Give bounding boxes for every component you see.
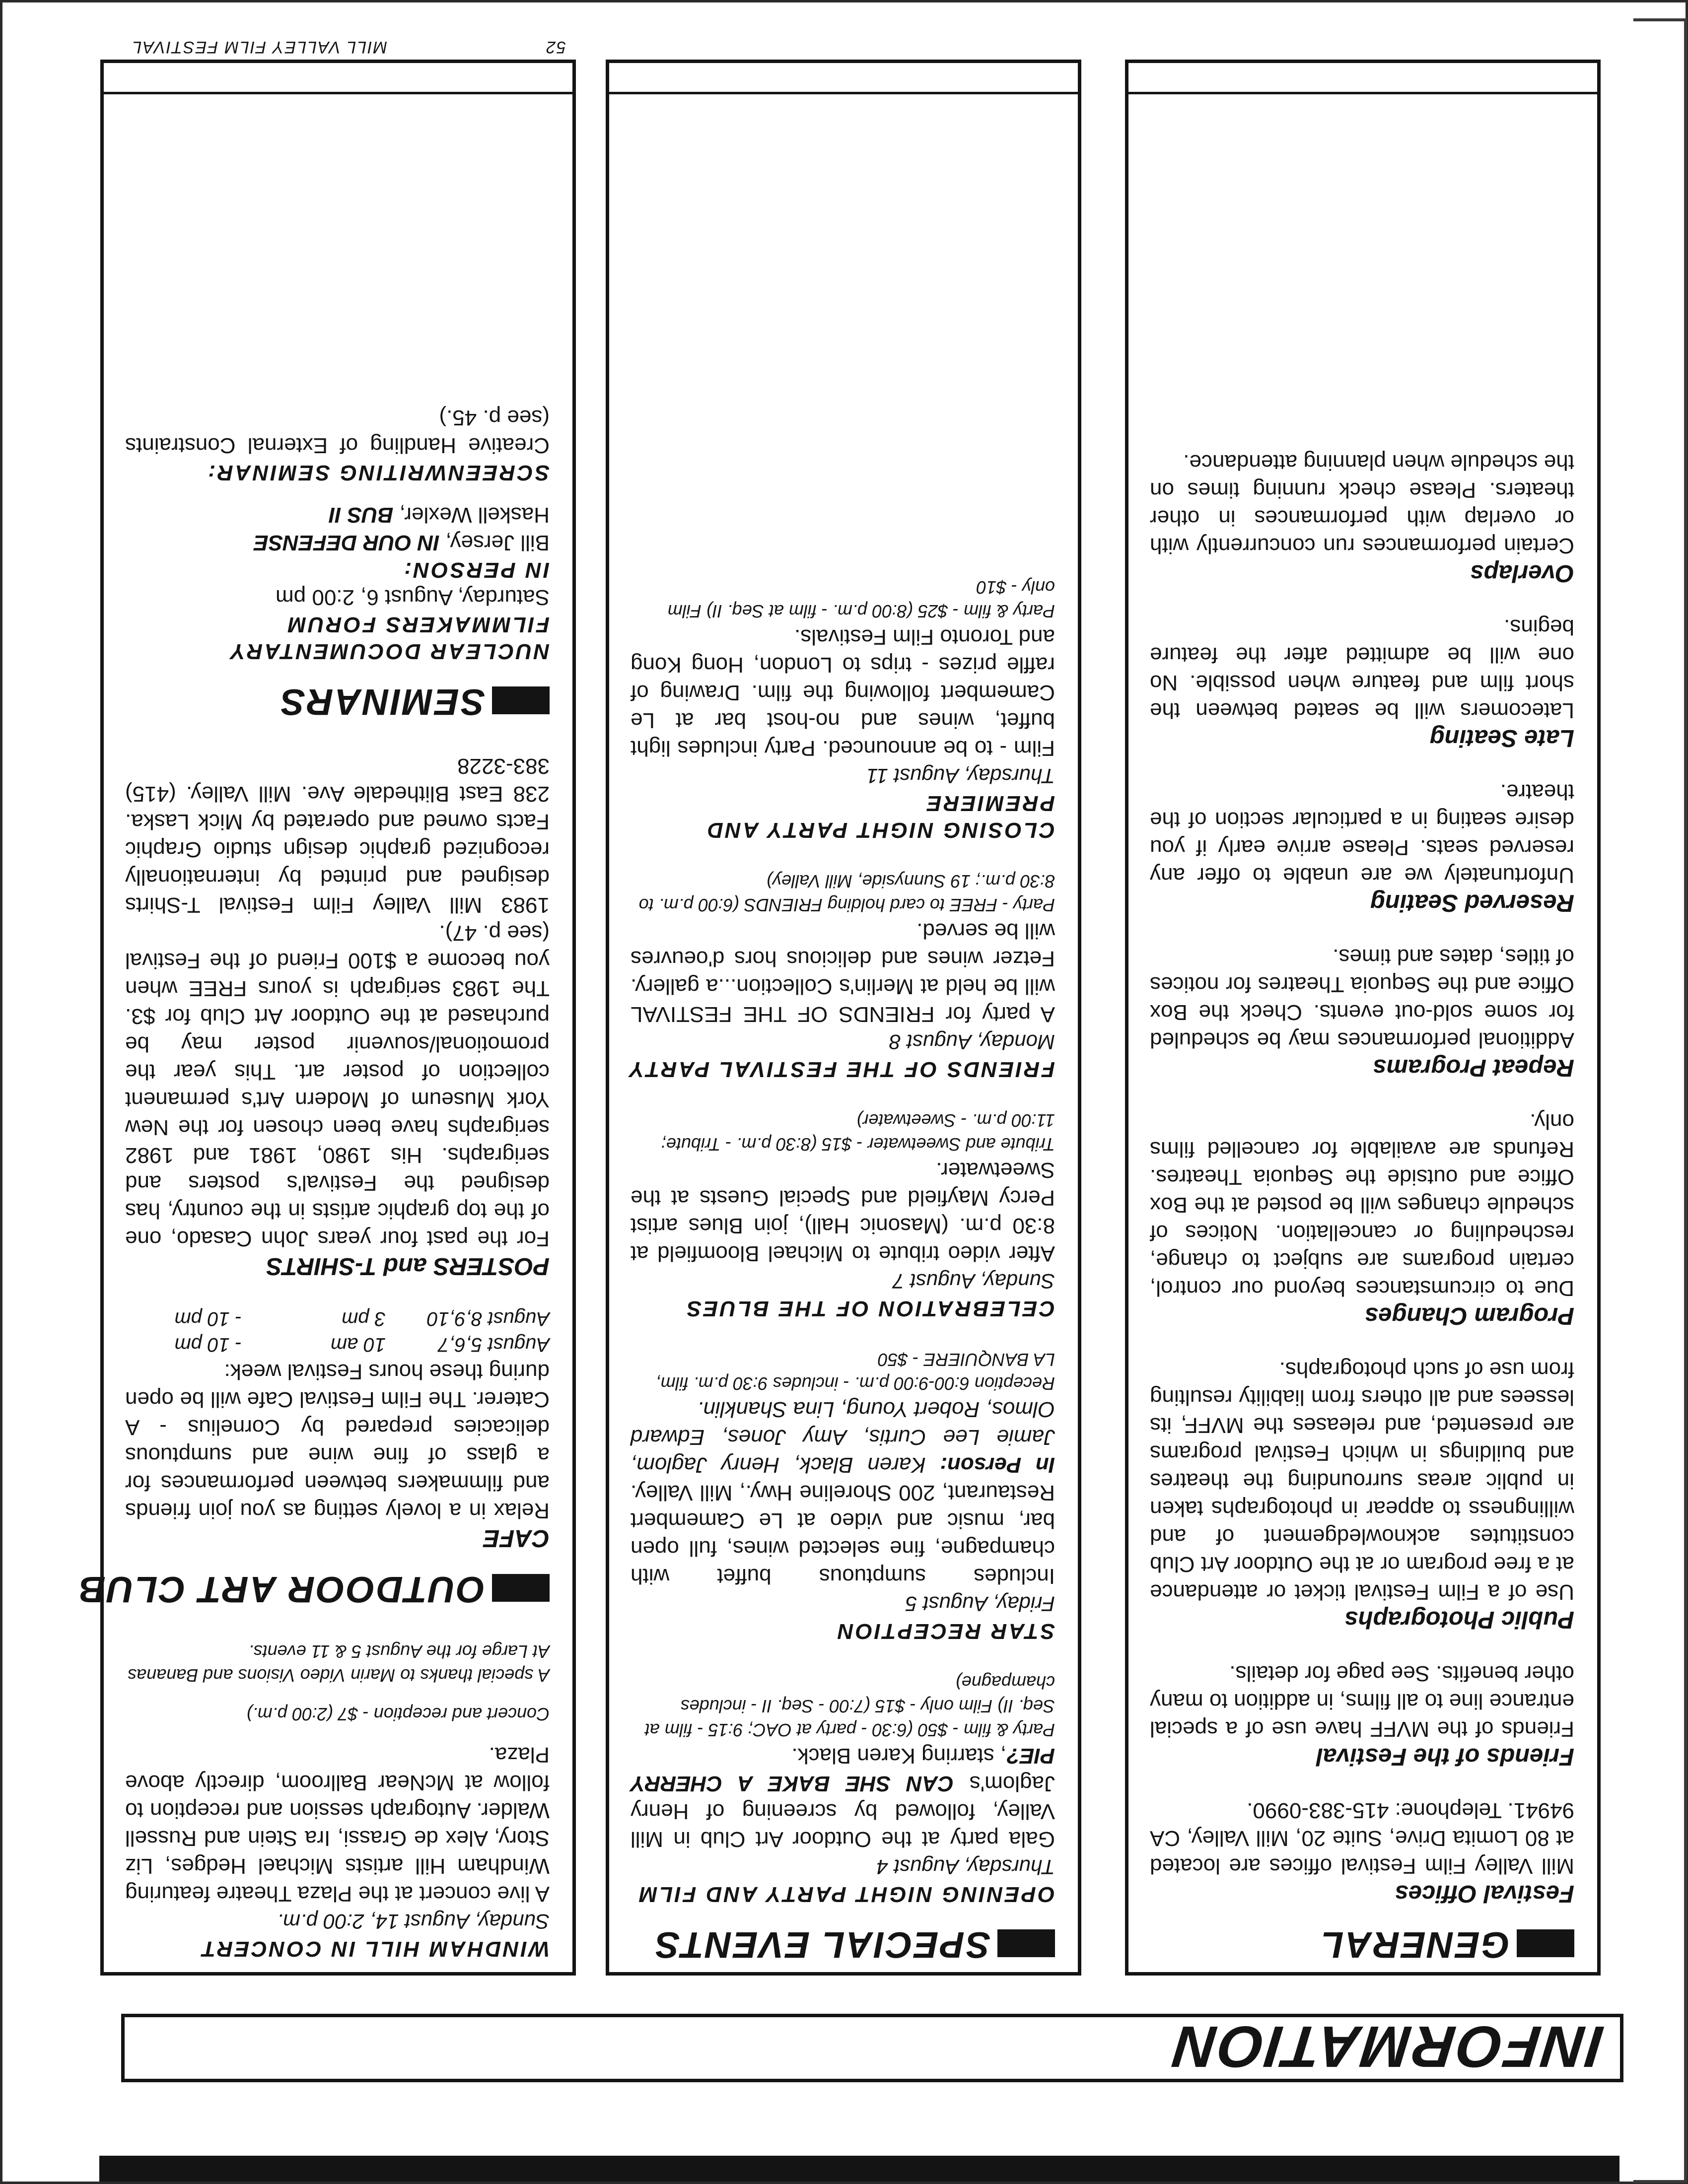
section-marker-block: [492, 686, 550, 714]
in-person-label: In Person:: [940, 1453, 1055, 1477]
guest-film: IN OUR DEFENSE: [254, 531, 440, 555]
column-rule: [1125, 92, 1601, 94]
program-changes-heading: Program Changes: [1364, 1302, 1574, 1329]
opening-night-date: Thursday, August 4: [876, 1855, 1055, 1879]
closing-night-prices: Party & film - $25 (8:00 p.m. - film at Seq. II) Film only - $10: [667, 577, 1055, 621]
forum-heading: NUCLEAR DOCUMENTARY FILMMAKERS FORUM: [229, 613, 550, 664]
blues-prices: Tribute and Sweetwater - $15 (8:30 p.m. - Tribute; 11:00 p.m. - Sweetwater): [661, 1110, 1055, 1155]
special-events-column: [606, 60, 1081, 1976]
footer-page-number: 52: [545, 38, 566, 57]
friends-party-heading: FRIENDS OF THE FESTIVAL PARTY: [628, 1057, 1055, 1082]
column-rule: [606, 92, 1081, 94]
reserved-seating-text: Unfortunately we are unable to offer any reserved seats. Please arrive early if you desire seating in a particular section of the theatre.: [1150, 780, 1574, 887]
outdoor-art-club-header: [77, 1552, 550, 1610]
cafe-close: - 10 pm: [174, 1334, 242, 1356]
opening-text-part: , starring Karen Black.: [791, 1744, 1007, 1768]
forum-in-person-label: IN PERSON:: [402, 558, 550, 582]
friends-party-text: A party for FRIENDS OF THE FESTIVAL will be held at Merlin's Collection...a gallery. Fetzer wines and delicious hors d'oeuvres will be served.: [631, 919, 1055, 1026]
opening-text-part: Gala party at the Outdoor Art Club in Mill Valley, followed by screening of Henry Jaglom's: [631, 1772, 1055, 1851]
festival-offices-text: Mill Valley Film Festival offices are located at 80 Lomita Drive, Suite 20, Mill Valley, CA 94941. Telephone: 415-383-0990.: [1150, 1798, 1574, 1878]
column-rule: [100, 92, 576, 94]
late-seating-heading: Late Seating: [1429, 725, 1574, 751]
windham-hill-prices: Concert and reception - $7 (2:00 p.m.): [246, 1704, 550, 1724]
festival-offices-heading: Festival Offices: [1395, 1880, 1574, 1907]
cafe-hours-row: [133, 1332, 550, 1358]
section-marker-block: [997, 1929, 1055, 1957]
cafe-days: August 8,9,10: [427, 1308, 550, 1330]
forum-guest-2: [125, 501, 550, 529]
forum-guest-1: [125, 529, 550, 556]
public-photographs-text: Use of a Film Festival ticket or attendance at a free program or at the Outdoor Art Club constitutes acknowledgement of and willingness to appear in photographs taken in public areas surrounding the theatres and buildings in which Festival programs are presented, and releases the MVFF, its lessees and all others from liability resulting from use of such photographs.: [1150, 1358, 1574, 1604]
friends-party-note: Party - FREE to card holding FRIENDS (6:00 p.m. to 8:30 p.m.; 19 Sunnyside, Mill Valley): [638, 871, 1055, 915]
windham-hill-text: A live concert at the Plaza Theatre featuring Windham Hill artists Michael Hedges, Liz Story, Alex de Grassi, Ira Stein and Russell Walder. Autograph session and reception to follow at McNear Ballroom, directly above Plaza.: [125, 1743, 550, 1906]
general-title: GENERAL: [1320, 1924, 1510, 1966]
section-marker-block: [1517, 1929, 1574, 1957]
friends-heading: Friends of the Festival: [1316, 1743, 1574, 1770]
posters-text: For the past four years John Casado, one of the top graphic artists in the country, has designed the Festival's posters and serigraphs. His 1980, 1981 and 1982 serigraphs have been chosen for the New York Museum of Modern Art's permanent collection of poster art. This year the promotional/souvenir poster may be purchased at the Outdoor Art Club for $3. The 1983 serigraph is yours FREE when you become a $100 Friend of the Festival (see p. 47).: [125, 921, 550, 1251]
cafe-days: August 5,6,7: [438, 1334, 550, 1356]
section-marker-block: [492, 1574, 550, 1602]
closing-night-text: Film - to be announced. Party includes light buffet, wines and no-host bar at Le Camembert following the film. Drawing of raffle prizes - trips to London, Hong Kong and Toronto Film Festivals.: [631, 625, 1055, 760]
closing-night-date: Thursday, August 11: [866, 764, 1055, 788]
friends-text: Friends of the MVFF have use of a special entrance line to all films, in addition to many other benefits. See page for details.: [1150, 1661, 1574, 1741]
star-reception-prices: Reception 6:00-9:00 p.m. - includes 9:30 p.m. film, LA BANQUIERE - $50: [655, 1350, 1055, 1394]
friends-party-date: Monday, August 8: [889, 1030, 1055, 1054]
outdoor-art-club-title: OUTDOOR ART CLUB: [77, 1569, 485, 1610]
overlaps-text: Certain performances run concurrently with or overlap with performances in other theaters. Please check running times on the schedule when planning attendance.: [1150, 450, 1574, 558]
windham-hill-heading: WINDHAM HILL IN CONCERT: [200, 1937, 550, 1961]
guest-name: Bill Jersey,: [439, 531, 550, 555]
page-title: INFORMATION: [1169, 2014, 1607, 2079]
opening-film-title: CAN SHE BAKE A CHERRY PIE?: [631, 1744, 1055, 1796]
public-photographs-heading: Public Photographs: [1344, 1606, 1574, 1633]
general-header: [1128, 1908, 1574, 1966]
opening-night-heading: OPENING NIGHT PARTY AND FILM: [637, 1882, 1055, 1907]
footer-publication: MILL VALLEY FILM FESTIVAL: [131, 38, 387, 57]
cafe-hours-table: [133, 1306, 550, 1358]
special-thanks-note: A special thanks to Marin Video Visions and Bananas At Large for the August 5 & 11 events.: [128, 1641, 550, 1686]
cafe-close: - 10 pm: [174, 1308, 242, 1330]
program-changes-text: Due to circumstances beyond our control, certain programs are subject to change, rescheduling or cancellation. Notices of schedule changes will be posted at the Box Office and outside the Sequoia Theatres. Refunds are available for cancelled films only.: [1150, 1109, 1574, 1300]
star-reception-text: [631, 1395, 1055, 1590]
special-events-header: [609, 1908, 1055, 1966]
tshirt-text: 1983 Mill Valley Film Festival T-Shirts designed and printed by internationally recognized graphic design studio Graphic Facts owned and operated by Mick Laska. 238 East Blithedale Ave. Mill Valley. (415) 383-3228: [125, 754, 550, 917]
blues-date: Sunday, August 7: [893, 1270, 1055, 1293]
screenwriting-text: Creative Handling of External Constraints (see p. 45.): [125, 406, 550, 458]
star-reception-heading: STAR RECEPTION: [836, 1619, 1055, 1643]
posters-heading: POSTERS and T-SHIRTS: [266, 1253, 550, 1280]
seminars-header: [104, 665, 550, 723]
closing-night-heading: CLOSING NIGHT PARTY AND PREMIERE: [705, 791, 1055, 842]
forum-date: Saturday, August 6, 2:00 pm: [276, 585, 550, 610]
cafe-hours-row: [133, 1306, 550, 1332]
screenwriting-heading: SCREENWRITING SEMINAR:: [206, 461, 550, 485]
reserved-seating-heading: Reserved Seating: [1370, 889, 1574, 916]
top-black-rule: [99, 2156, 1619, 2184]
windham-hill-date: Sunday, August 14, 2:00 p.m.: [277, 1910, 550, 1933]
opening-night-prices: Party & film - $50 (6:30 - party at OAC; 9:15 - film at Seq. II) Film only - $15 (7:00 - Seq. II - includes champagne): [644, 1672, 1055, 1740]
special-events-title: SPECIAL EVENTS: [653, 1924, 990, 1966]
events-misc-column: [77, 60, 576, 1976]
star-reception-date: Friday, August 5: [905, 1592, 1055, 1616]
information-title-box: [121, 2014, 1623, 2082]
star-text-part: Includes sumptuous buffet with champagne, fine selected wines, full open bar, music and video at Le Camembert Restaurant, 200 Shoreline Hwy., Mill Valley.: [631, 1481, 1055, 1588]
repeat-programs-text: Additional performances may be scheduled for some sold-out events. Check the Box Office and the Sequoia Theatres for notices of titles, dates and times.: [1150, 945, 1574, 1052]
repeat-programs-heading: Repeat Programs: [1373, 1054, 1574, 1081]
cafe-text: Relax in a lovely setting as you join friends and filmmakers between performances for a glass of fine wine and sumptuous delicacies prepared by Cornelius - A Caterer. The Film Festival Cafe will be open during these hours Festival week:: [125, 1360, 550, 1523]
blues-heading: CELEBRATION OF THE BLUES: [685, 1297, 1055, 1321]
cafe-open: 3 pm: [342, 1308, 386, 1330]
late-seating-text: Latecomers will be seated between the short film and feature when possible. No one will be admitted after the feature begins.: [1150, 615, 1574, 723]
star-guests: Karen Black, Henry Jaglom, Jamie Lee Curtis, Amy Jones, Edward Olmos, Robert Young, Lina Shanklin.: [631, 1397, 1055, 1477]
cafe-heading: CAFE: [483, 1525, 550, 1552]
seminars-title: SEMINARS: [279, 682, 485, 723]
opening-night-text: [631, 1742, 1055, 1853]
overlaps-heading: Overlaps: [1470, 560, 1574, 587]
cafe-open: 10 am: [330, 1334, 386, 1356]
guest-name: Haskell Wexler,: [393, 503, 550, 527]
general-column: [1125, 60, 1601, 1976]
blues-text: After video tribute to Michael Bloomfield at 8:30 p.m. (Masonic Hall), join Blues artist Percy Mayfield and Special Guests at the Sweetwater.: [631, 1158, 1055, 1266]
guest-film: BUS II: [329, 503, 394, 527]
